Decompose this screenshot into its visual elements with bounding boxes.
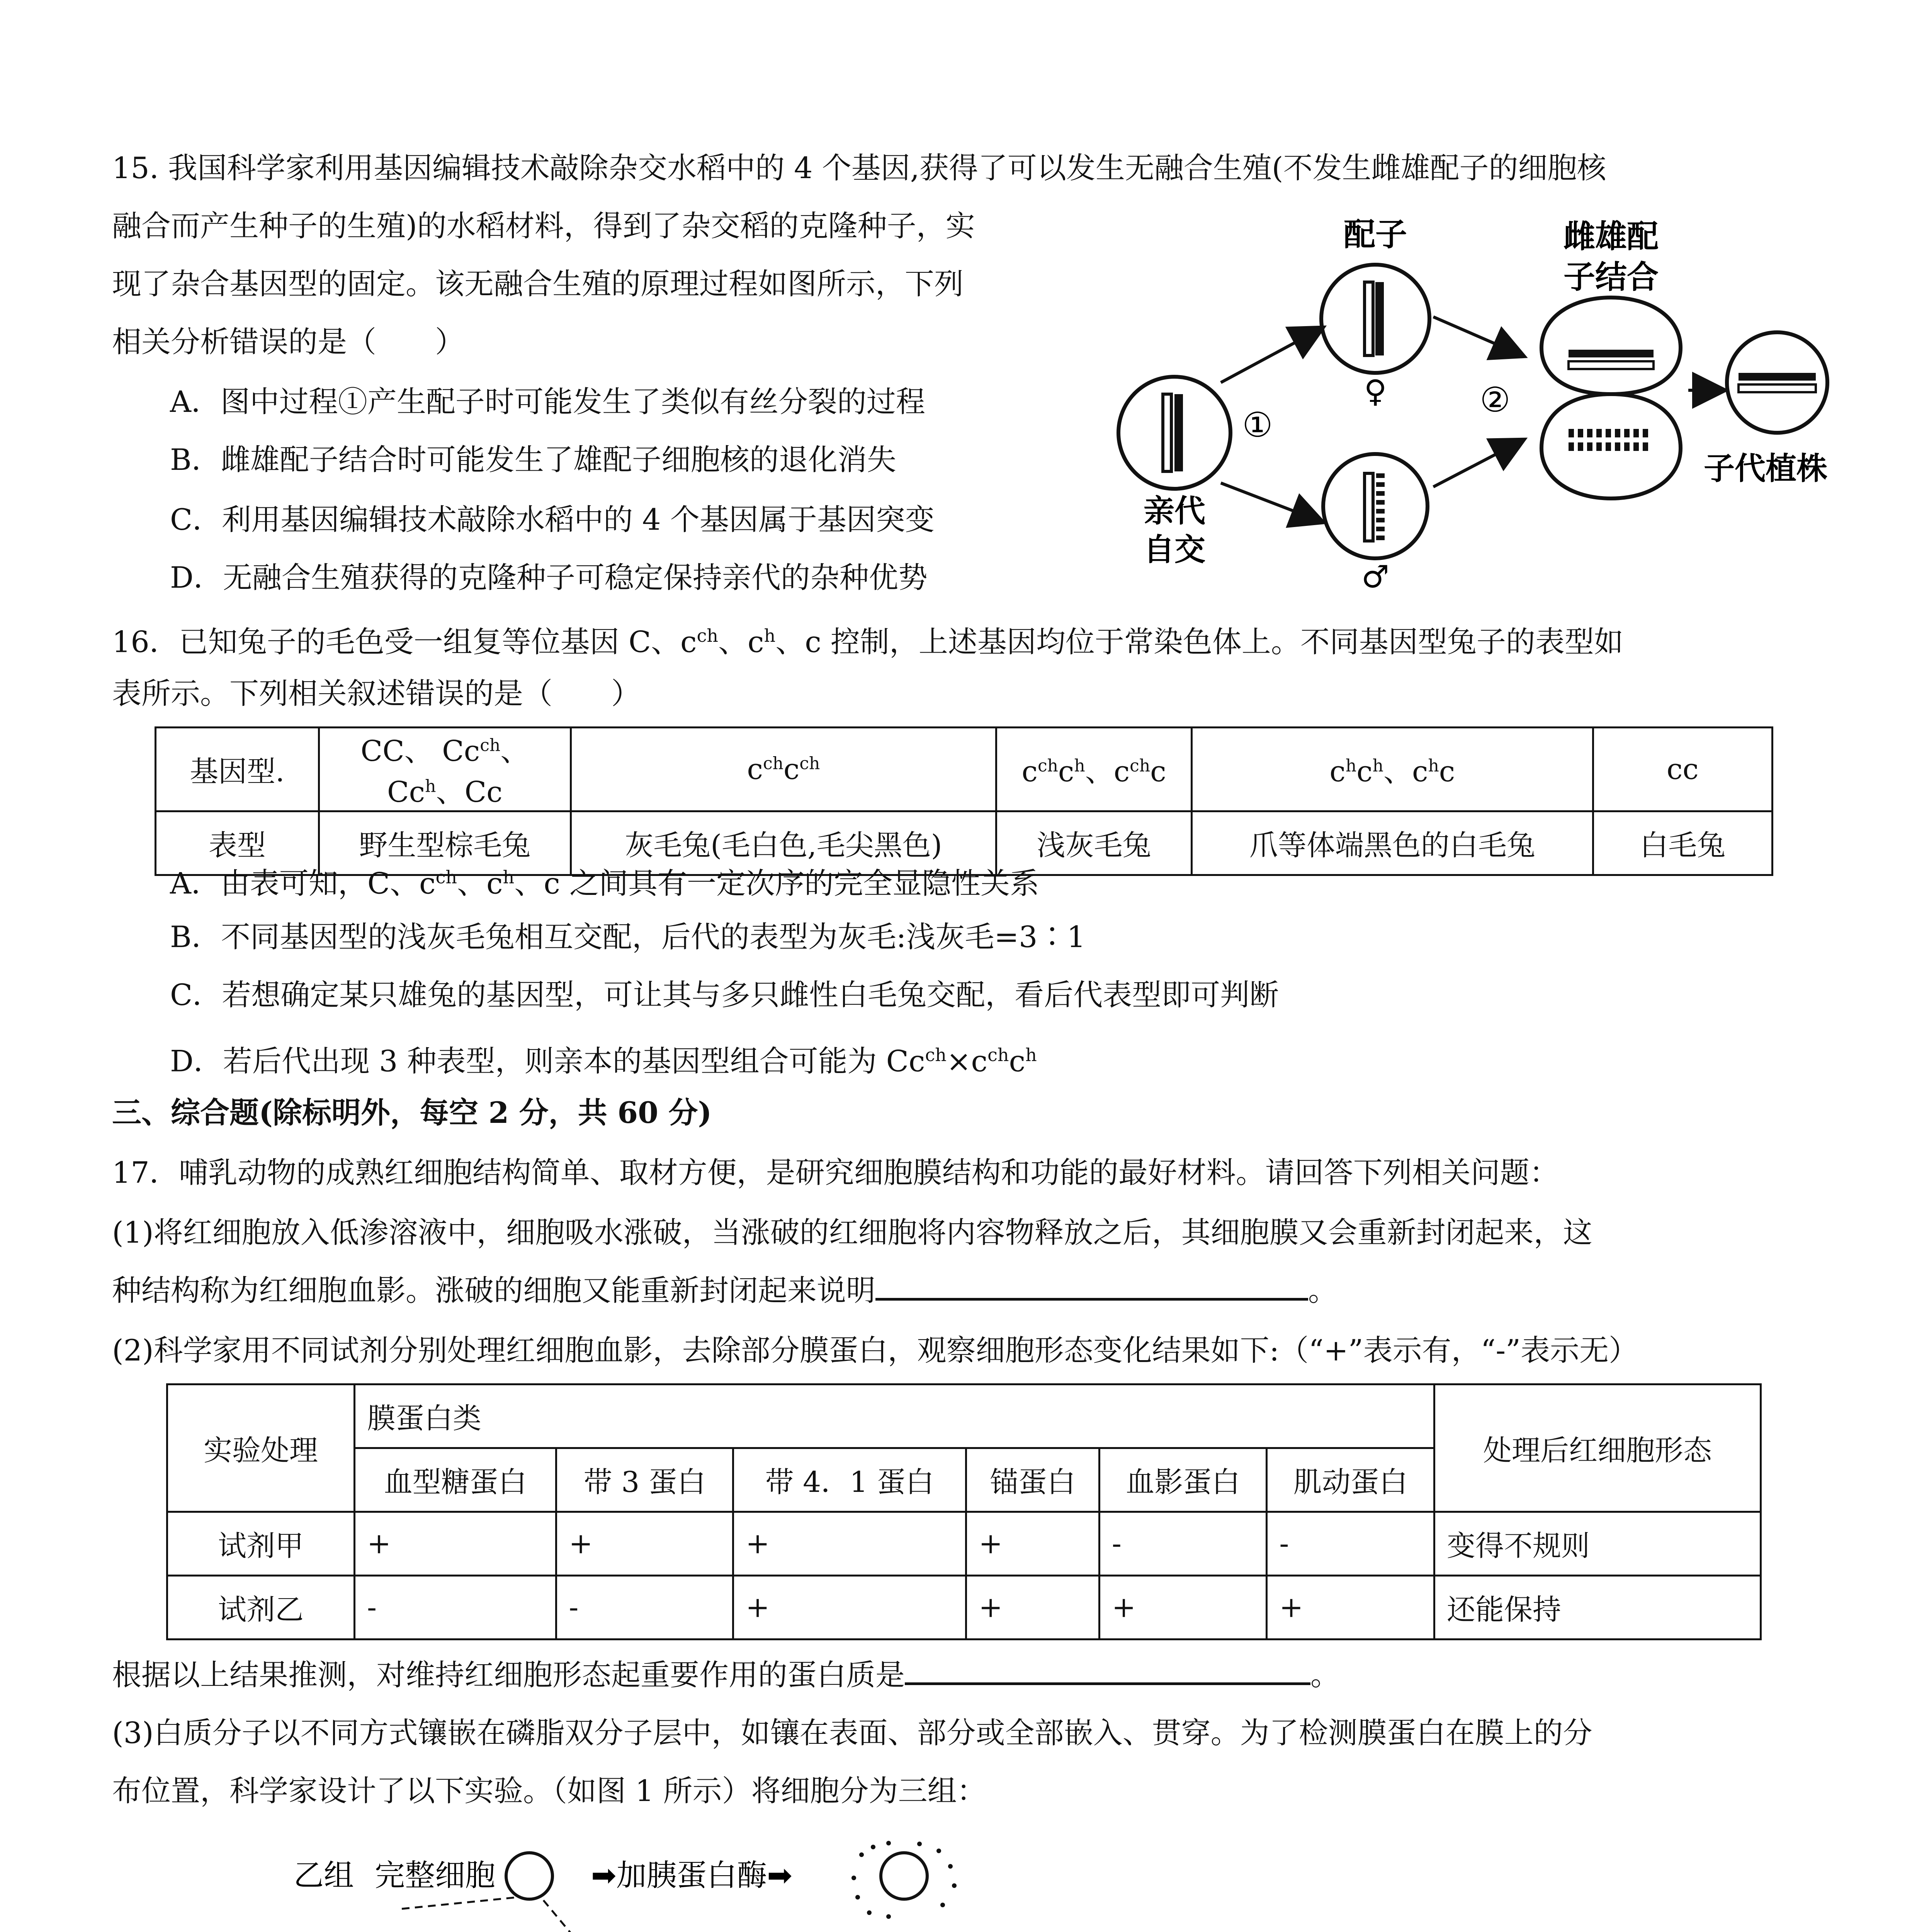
- table-cell: -: [1099, 1512, 1267, 1576]
- q15-option-b: B．雌雄配子结合时可能发生了雄配子细胞核的退化消失: [170, 442, 896, 477]
- genotype-cell: CC、 $Cc^{ch}$、Cc$^h$、Cc: [319, 728, 571, 811]
- q15-option-c: C．利用基因编辑技术敲除水稻中的 4 个基因属于基因突变: [170, 502, 935, 537]
- female-symbol: ♀: [1364, 373, 1387, 409]
- protein-header: 血影蛋白: [1099, 1448, 1267, 1512]
- table-cell: +: [556, 1512, 733, 1576]
- figure-1: [286, 1839, 1059, 1932]
- table-cell: +: [733, 1576, 966, 1639]
- section-3-title: 三、综合题(除标明外，每空 2 分，共 60 分): [112, 1095, 712, 1130]
- fig1-treated-cell-icon: [881, 1853, 927, 1899]
- table-cell: -: [355, 1576, 556, 1639]
- parent-label-1: 亲代: [1144, 493, 1205, 529]
- table-cell: -: [556, 1576, 733, 1639]
- answer-blank-1[interactable]: [875, 1271, 1308, 1301]
- table-cell: +: [355, 1512, 556, 1576]
- male-symbol: ♂: [1361, 559, 1389, 595]
- q17-p2-after: 根据以上结果推测，对维持红细胞形态起重要作用的蛋白质是 。: [112, 1654, 1340, 1696]
- protein-header: 肌动蛋白: [1267, 1448, 1434, 1512]
- q17-p1-line1: (1)将红细胞放入低渗溶液中，细胞吸水涨破，当涨破的红细胞将内容物释放之后，其细胞膜又会重新封闭起来，这: [112, 1215, 1592, 1250]
- genotype-cell: cc: [1593, 728, 1772, 811]
- q16-option-c: C．若想确定某只雄兔的基因型，可让其与多只雌性白毛兔交配，看后代表型即可判断: [170, 978, 1279, 1012]
- arrow-to-female: [1221, 328, 1321, 383]
- header-treatment: 实验处理: [167, 1384, 355, 1512]
- q17-p2-line1: (2)科学家用不同试剂分别处理红细胞血影，去除部分膜蛋白，观察细胞形态变化结果如下:（“+”表示有，“-”表示无）: [112, 1333, 1638, 1367]
- fusion-cell: [1541, 298, 1681, 498]
- q17-p3-line2: 布位置，科学家设计了以下实验。（如图 1 所示）将细胞分为三组：: [112, 1774, 986, 1808]
- fig1-add-enzyme-top: ➡加胰蛋白酶➡: [591, 1858, 792, 1893]
- step-1-label: ①: [1242, 405, 1273, 445]
- reagent-name: 试剂甲: [167, 1512, 355, 1576]
- phenotype-cell: 野生型棕毛兔: [319, 811, 571, 875]
- q15-option-a: A．图中过程①产生配子时可能发生了类似有丝分裂的过程: [170, 384, 925, 419]
- q15-line2: 融合而产生种子的生殖)的水稻材料，得到了杂交稻的克隆种子，实: [112, 209, 975, 243]
- table-cell: 变得不规则: [1434, 1512, 1761, 1576]
- q17-p3-line1: (3)白质分子以不同方式镶嵌在磷脂双分子层中，如镶在表面、部分或全部嵌入、贯穿。为了检测膜蛋白在膜上的分: [112, 1716, 1592, 1750]
- q16-line1: 16．已知兔子的毛色受一组复等位基因 C、$c^{ch}$、$c^h$、c 控制，上述基因均位于常染色体上。不同基因型兔子的表型如: [112, 624, 1623, 659]
- q16-option-b: B．不同基因型的浅灰毛兔相互交配，后代的表型为灰毛:浅灰毛=3∶1: [170, 920, 1086, 954]
- table-cell: +: [966, 1576, 1100, 1639]
- table-cell: +: [1099, 1576, 1267, 1639]
- table-cell: 还能保持: [1434, 1576, 1761, 1639]
- q17-protein-table: [166, 1383, 1762, 1640]
- protein-header: 带 4．1 蛋白: [733, 1448, 966, 1512]
- protein-header: 带 3 蛋白: [556, 1448, 733, 1512]
- header-cell-shape: 处理后红细胞形态: [1434, 1384, 1761, 1512]
- q15-figure: [1105, 201, 1839, 595]
- genotype-cell: $c^hc^h$、$c^hc$: [1192, 728, 1593, 811]
- step-2-label: ②: [1480, 380, 1511, 420]
- table-cell: +: [966, 1512, 1100, 1576]
- fig1-group-yi: 乙组: [294, 1858, 354, 1893]
- phenotype-cell: 白毛兔: [1593, 811, 1772, 875]
- arrow-male-to-fusion: [1433, 440, 1522, 487]
- offspring-label: 子代植株: [1704, 451, 1827, 486]
- table-cell: +: [733, 1512, 966, 1576]
- q16-line2: 表所示。下列相关叙述错误的是（ ）: [112, 676, 641, 711]
- row-header-genotype: 基因型.: [156, 728, 319, 811]
- arrow-to-male: [1221, 483, 1321, 522]
- genotype-cell: $c^{ch}c^h$、$c^{ch}c$: [996, 728, 1191, 811]
- protein-header: 血型糖蛋白: [355, 1448, 556, 1512]
- q17-intro: 17．哺乳动物的成熟红细胞结构简单、取材方便，是研究细胞膜结构和功能的最好材料。请回答下列相关问题：: [112, 1155, 1559, 1190]
- fusion-label-2: 子结合: [1563, 259, 1659, 296]
- male-gamete: [1323, 454, 1428, 558]
- q16-genotype-table: [155, 726, 1773, 876]
- q15-line1: 15. 我国科学家利用基因编辑技术敲除杂交水稻中的 4 个基因,获得了可以发生无融合生殖(不发生雌雄配子的细胞核: [112, 151, 1606, 185]
- header-membrane-proteins: 膜蛋白类: [355, 1384, 1434, 1448]
- table-row: [167, 1384, 1761, 1448]
- gamete-label: 配子: [1343, 216, 1407, 253]
- protein-header: 锚蛋白: [966, 1448, 1100, 1512]
- q16-option-a: A．由表可知，C、$c^{ch}$、$c^h$、c 之间具有一定次序的完全显隐性关系: [170, 866, 1039, 901]
- q15-line3: 现了杂合基因型的固定。该无融合生殖的原理过程如图所示，下列: [112, 267, 964, 301]
- phenotype-cell: 浅灰毛兔: [996, 811, 1191, 875]
- table-row: [156, 728, 1773, 811]
- phenotype-cell: 爪等体端黑色的白毛兔: [1192, 811, 1593, 875]
- offspring-cell: [1727, 332, 1827, 433]
- table-cell: -: [1267, 1512, 1434, 1576]
- answer-blank-2[interactable]: [905, 1655, 1310, 1685]
- q15-option-d: D．无融合生殖获得的克隆种子可稳定保持亲代的杂种优势: [170, 560, 928, 595]
- table-row: [167, 1512, 1761, 1576]
- fig1-intact-cell-icon: [506, 1853, 552, 1899]
- fusion-label-1: 雌雄配: [1563, 218, 1659, 255]
- q17-p1-line2: 种结构称为红细胞血影。涨破的细胞又能重新封闭起来说明 。: [112, 1269, 1337, 1312]
- q16-option-d: D．若后代出现 3 种表型，则亲本的基因型组合可能为 $Cc^{ch}\times c^{ch}c^h$: [170, 1044, 1037, 1078]
- arrow-female-to-fusion: [1433, 317, 1522, 355]
- parent-label-2: 自交: [1144, 532, 1205, 568]
- fig1-intact-cell: 完整细胞: [375, 1858, 496, 1893]
- genotype-cell: $c^{ch}c^{ch}$: [571, 728, 996, 811]
- table-row: [167, 1576, 1761, 1639]
- row-header-phenotype: 表型: [156, 811, 319, 875]
- q15-line4: 相关分析错误的是（ ）: [112, 325, 464, 359]
- phenotype-cell: 灰毛兔(毛白色,毛尖黑色): [571, 811, 996, 875]
- table-cell: +: [1267, 1576, 1434, 1639]
- reagent-name: 试剂乙: [167, 1576, 355, 1639]
